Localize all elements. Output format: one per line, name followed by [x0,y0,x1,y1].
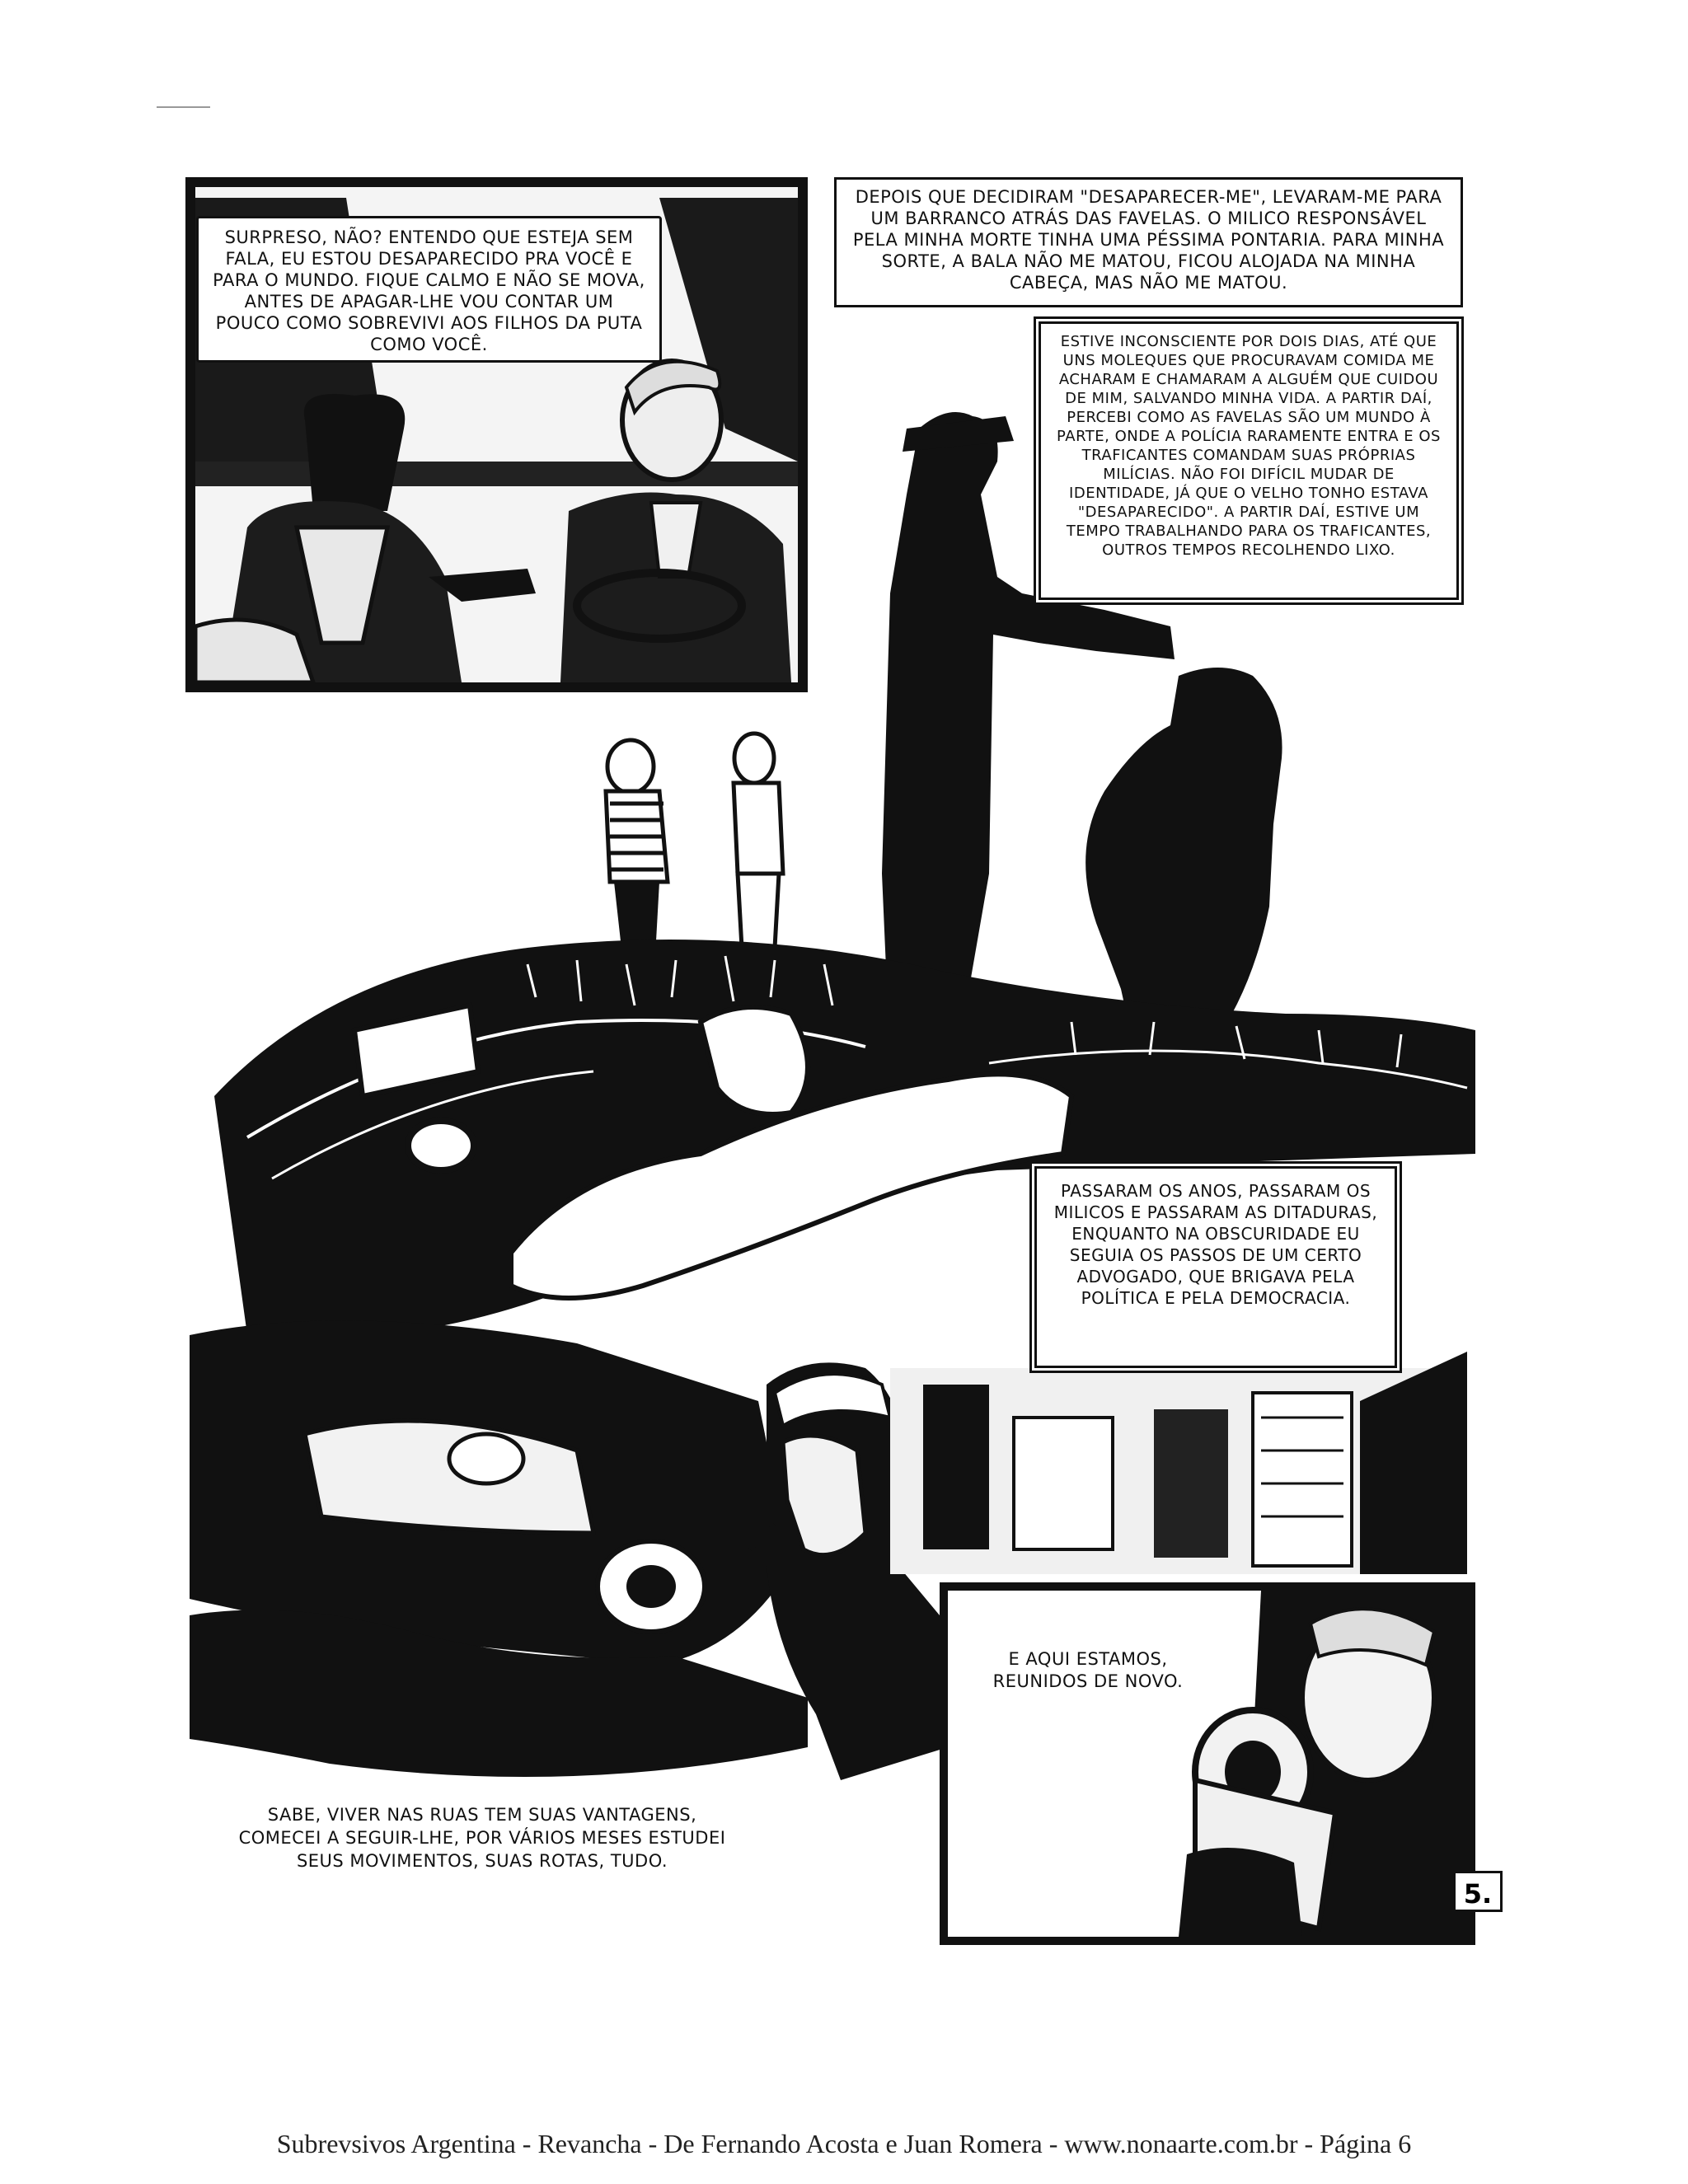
caption-sabe: SABE, VIVER NAS RUAS TEM SUAS VANTAGENS, COMECEI A SEGUIR-LHE, POR VÁRIOS MESES ESTUDEI SEUS MOVIMENTOS, SUAS ROTAS, TUDO. [223,1797,742,1887]
caption-surpreso: SURPRESO, NÃO? ENTENDO QUE ESTEJA SEM FALA, EU ESTOU DESAPARECIDO PRA VOCÊ E PARA O MUNDO. FIQUE CALMO E NÃO SE MOVA, ANTES DE APAGAR-LHE VOU CONTAR UM POUCO COMO SOBREVIVI AOS FILHOS DA PUTA COMO VOCÊ. [196,216,662,363]
page-footer: Subrevsivos Argentina - Revancha - De Fernando Acosta e Juan Romera - www.nonaarte.com.br - Página 6 [276,2129,1412,2158]
hospital-scene [190,1320,808,1777]
caption-estive: ESTIVE INCONSCIENTE POR DOIS DIAS, ATÉ QUE UNS MOLEQUES QUE PROCURAVAM COMIDA ME ACHARAM E CHAMARAM A ALGUÉM QUE CUIDOU DE MIM, SALVANDO MINHA VIDA. A PARTIR DAÍ, PERCEBI COMO AS FAVELAS SÃO UM MUNDO À PARTE, ONDE A POLÍCIA RARAMENTE ENTRA E OS TRAFICANTES COMANDAM SUAS PRÓPRIAS MILÍCIAS. NÃO FOI DIFÍCIL MUDAR DE IDENTIDADE, JÁ QUE O VELHO TONHO ESTAVA "DESAPARECIDO". A PARTIR DAÍ, ESTIVE UM TEMPO TRABALHANDO PARA OS TRAFICANTES, OUTROS TEMPOS RECOLHENDO LIXO. [1039,321,1459,600]
caption-passaram: PASSARAM OS ANOS, PASSARAM OS MILICOS E PASSARAM AS DITADURAS, ENQUANTO NA OBSCURIDADE EU SEGUIA OS PASSOS DE UM CERTO ADVOGADO, QUE BRIGAVA PELA POLÍTICA E PELA DEMOCRACIA. [1034,1166,1397,1368]
panel-gun-pointed [940,1582,1475,1945]
panel-number-badge: 5. [1453,1871,1503,1912]
caption-depois: DEPOIS QUE DECIDIRAM "DESAPARECER-ME", LEVARAM-ME PARA UM BARRANCO ATRÁS DAS FAVELAS. O MILICO RESPONSÁVEL PELA MINHA MORTE TINHA UMA PÉSSIMA PONTARIA. PARA MINHA SORTE, A BALA NÃO ME MATOU, FICOU ALOJADA NA MINHA CABEÇA, MAS NÃO ME MATOU. [834,177,1463,307]
caption-aqui: E AQUI ESTAMOS, REUNIDOS DE NOVO. [992,1649,1184,1691]
